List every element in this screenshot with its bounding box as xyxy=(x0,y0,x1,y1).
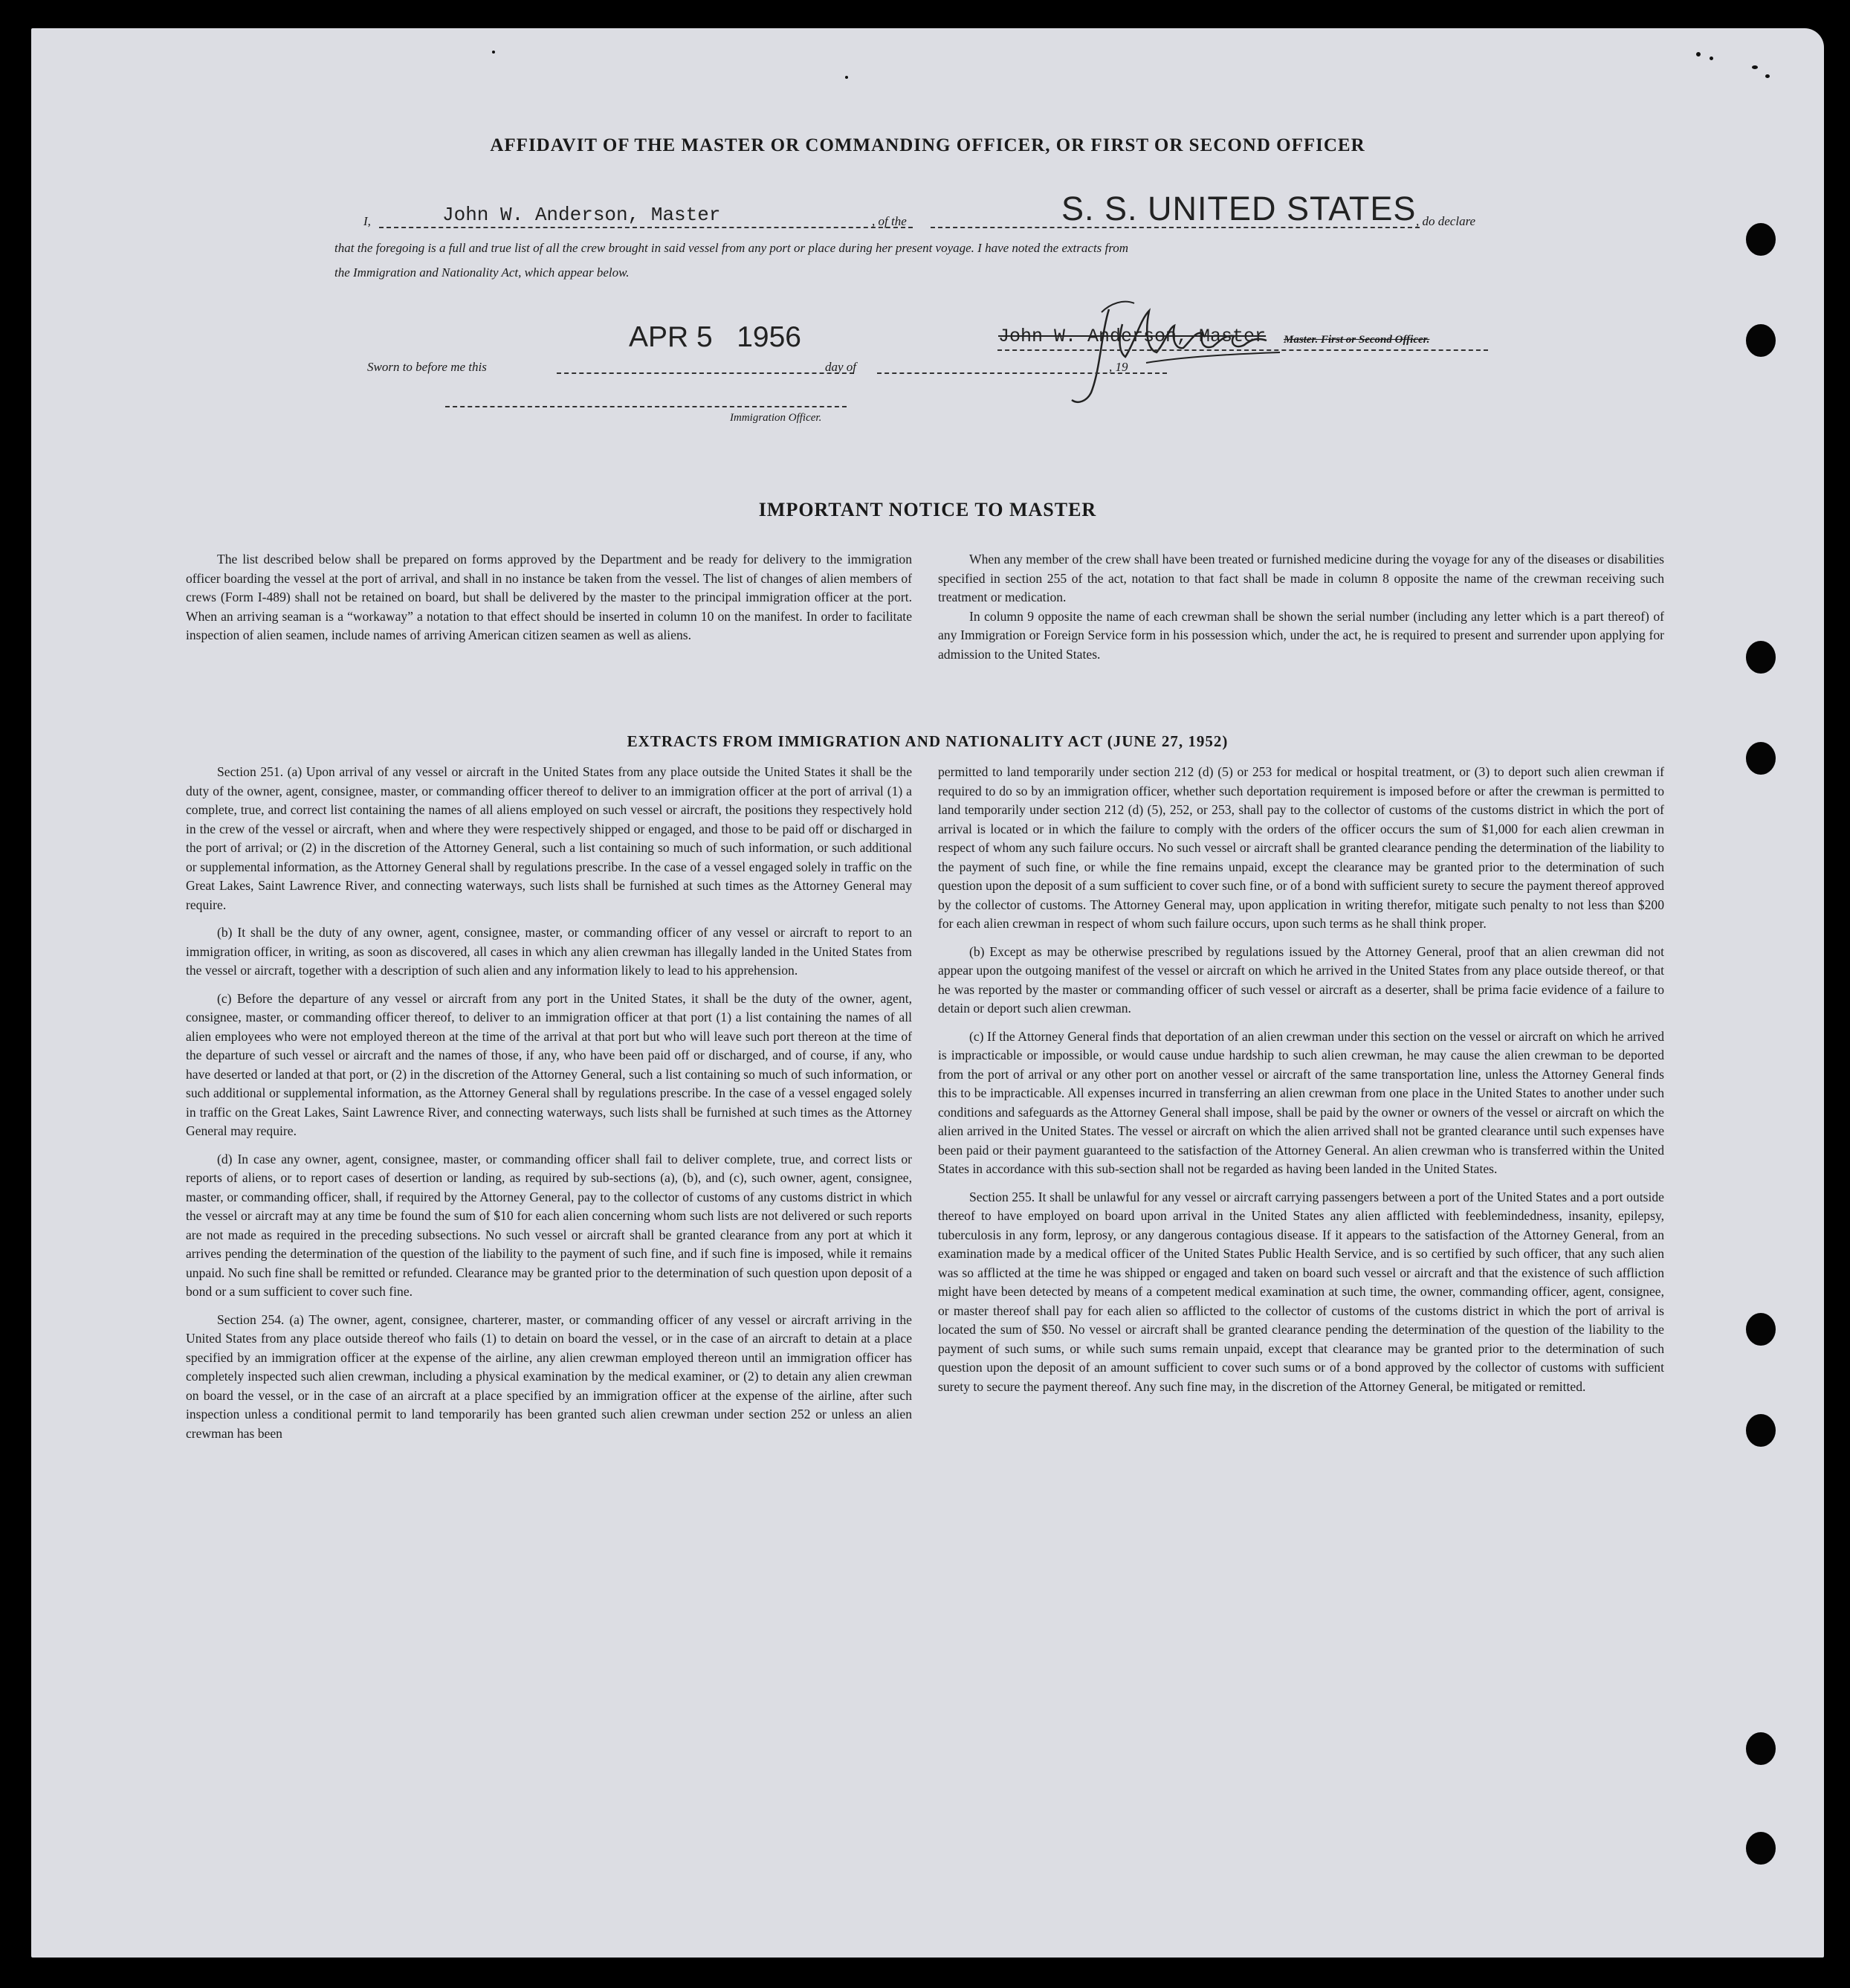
document-page xyxy=(31,28,1824,1958)
extract-paragraph: Section 255. It shall be unlawful for any vessel or aircraft carrying passengers between a port of the United States and a port outside thereof to have employed on board upon arrival in the United States any alien afflicted with feeblemindedness, insanity, epilepsy, tuberculosis in any form, leprosy, or any dangerous contagious disease. If it appears to the satisfaction of the Attorney General, from an examination made by a medical officer of the United States Public Health Service, and is so certified by such officer, that any such alien was so afflicted at the time he was shipped or engaged and taken on board such vessel or aircraft and that the existence of such affliction might have been detected by means of a competent medical examination at such time, the owner, commanding officer, agent, consignee, or master thereof shall pay for each alien so afflicted to the collector of customs of the customs district in which the port of arrival is located the sum of $50. No vessel or aircraft shall be granted clearance pending the determination of the question of the liability to the payment of such sums, or while such sums remain unpaid, except that clearance may be granted prior to the determination of such question upon the deposit of an amount sufficient to cover such sums or of a bond approved by the collector of customs with sufficient surety to secure the payment thereof. Any such fine may, in the discretion of the Attorney General, be mitigated or remitted. xyxy=(938,1189,1664,1394)
speck xyxy=(845,76,848,79)
sworn-day-line xyxy=(557,372,854,374)
extract-paragraph: (b) Except as may be otherwise prescribed by regulations issued by the Attorney General, proof that an alien crewman did not appear upon the outgoing manifest of the vessel or aircraft on which he arrived in the United States from any place outside thereof, or that he was reported by the master or commanding officer of such vessel or aircraft as a deserter, shall be prima facie evidence of a failure to detain or deport such alien crewman. xyxy=(938,943,1664,1016)
binder-hole xyxy=(1746,324,1776,357)
declaration-line-2: that the foregoing is a full and true list of all the crew brought in said vessel from any port or place during her present voyage. I have noted the extracts from xyxy=(334,241,1129,255)
signature-typed: John W. Anderson, Master xyxy=(998,326,1267,347)
speck xyxy=(1765,74,1770,78)
immigration-officer-label: Immigration Officer. xyxy=(730,412,822,424)
notice-right-paragraph-1: When any member of the crew shall have been treated or furnished medicine during the voyage for any of the diseases or disabilities specified in section 255 of the act, notation to that fact shall be made in column 8 opposite the name of the crewman receiving such treatment or medication. xyxy=(938,552,1664,604)
immigration-officer-line xyxy=(445,406,847,407)
extract-paragraph: permitted to land temporarily under section 212 (d) (5) or 253 for medical or hospital treatment, or (3) to deport such alien crewman if required to do so by an immigration officer, whether such deportation requirement is imposed before or after the crewman is permitted to land temporarily under section 212 (d) (5), 252, or 253, shall pay to the collector of customs of the customs district in which the port of arrival is located or in which the failure to comply with the orders of the officer occurs the sum of $1,000 for each alien crewman in respect of whom any such failure occurs. No such vessel or aircraft shall be granted clearance pending the determination of the liability to the payment of such fine, or while the fine remains unpaid, except the clearance may be granted prior to the determination of such question upon the deposit of a sum sufficient to cover such fine, or of a bond with sufficient surety to secure the payment thereof approved by the collector of customs. The Attorney General may, upon application in writing therefor, mitigate such penalty to not less than $200 for each alien crewman in respect of whom such failure occurs, upon such terms as he shall think proper. xyxy=(938,764,1664,931)
extract-paragraph: (c) If the Attorney General finds that deportation of an alien crewman under this section on the vessel or aircraft on which he arrived is impracticable or impossible, or would cause undue hardship to such alien crewman, he may cause the alien crewman to be deported from the port of arrival or any other port on another vessel or aircraft of the same transportation line, unless the Attorney General finds this to be impracticable. All expenses incurred in transferring an alien crewman from one place in the United States to another under such conditions and safeguards as the Attorney General shall impose, shall be paid by the owner or owners of the vessel or aircraft on which the alien arrived in the United States. The vessel or aircraft on which the alien arrived shall not be granted clearance until such expenses have been paid or their payment guaranteed to the satisfaction of the Attorney General. An alien crewman who is transferred within the United States in accordance with this sub-section shall not be regarded as having been landed in the United States. xyxy=(938,1028,1664,1176)
extracts-left-column xyxy=(186,763,912,1452)
line-prefix: I, xyxy=(363,214,371,228)
binder-hole xyxy=(1746,223,1776,256)
extract-paragraph: Section 254. (a) The owner, agent, consignee, charterer, master, or commanding officer of any vessel or aircraft arriving in the United States from any place outside thereof who fails (1) to detain on board the vessel, or in the case of an aircraft to detain at a place specified by an immigration officer at the expense of the airline, any alien crewman employed thereon until an immigration officer has completely inspected such alien crewman, including a physical examination by the medical examiner, or (2) to detain any alien crewman on board the vessel, or in the case of an aircraft at a place specified by an immigration officer at the expense of the airline, after such inspection unless a conditional permit to land temporarily has been granted such alien crewman under section 252 or unless an alien crewman has been xyxy=(186,1311,912,1441)
name-line xyxy=(379,227,913,228)
extract-paragraph: (b) It shall be the duty of any owner, agent, consignee, master, or commanding officer of any vessel or aircraft to report to an immigration officer, in writing, as soon as discovered, all cases in which any alien crewman has illegally landed in the United States from the vessel or aircraft, together with a description of such alien and any information likely to lead to his apprehension. xyxy=(186,925,912,978)
sworn-label: Sworn to before me this xyxy=(367,360,487,374)
master-name: John W. Anderson, Master xyxy=(442,204,721,226)
officer-title-struck: Master. First or Second Officer. xyxy=(1284,334,1430,346)
binder-hole xyxy=(1746,1732,1776,1765)
speck xyxy=(1710,57,1713,60)
sworn-date-stamp: APR 5 1956 xyxy=(629,321,801,353)
notice-right-paragraph-2: In column 9 opposite the name of each crewman shall be shown the serial number (including any letter which is a part thereof) of any Immigration or Foreign Service form in his possession which, under the act, he is required to present and surrender upon applying for admission to the United States. xyxy=(938,608,1664,662)
extract-paragraph: (d) In case any owner, agent, consignee, master, or commanding officer shall fail to deliver complete, true, and correct lists or reports of aliens, or to report cases of desertion or landing, as required by sub-sections (a), (b), and (c), such owner, agent, consignee, master, or commanding officer, shall, if required by the Attorney General, pay to the collector of customs of any customs district in which the vessel or aircraft may at any time be found the sum of $10 for each alien concerning whom such lists are not delivered or such reports are not made as required in the preceding subsections. No such vessel or aircraft shall be granted clearance from any port at which it arrives pending the determination of the question of the liability to the payment of such fine, and if such fine is imposed, while it remains unpaid. No such fine shall be remitted or refunded. Clearance may be granted prior to the determination of such question upon deposit of a bond or a sum sufficient to cover such fine. xyxy=(186,1151,912,1299)
extracts-right-column xyxy=(938,763,1664,1405)
year-prefix: , 19 xyxy=(1109,360,1128,374)
speck xyxy=(492,51,495,54)
signature-line xyxy=(997,349,1488,351)
declaration-line-3: the Immigration and Nationality Act, which appear below. xyxy=(334,265,630,280)
day-of-label: day of xyxy=(825,360,857,374)
notice-title: IMPORTANT NOTICE TO MASTER xyxy=(758,499,1097,520)
notice-right-column xyxy=(938,550,1664,664)
of-the-label: , of the xyxy=(872,214,907,228)
sworn-month-line xyxy=(877,372,1130,374)
sworn-year-line xyxy=(1133,372,1167,374)
notice-left-paragraph: The list described below shall be prepared on forms approved by the Department and be ready for delivery to the immigration officer boarding the vessel at the port of arrival, and shall in no instance be taken from the vessel. The list of changes of alien members of crews (Form I-489) shall not be retained on board, but shall be delivered by the master to the principal immigration officer at the port. When an arriving seaman is a “workaway” a notation to that effect should be inserted in column 10 on the manifest. In order to facilitate inspection of alien seamen, include names of arriving American citizen seamen as well as aliens. xyxy=(186,552,912,642)
extract-paragraph: Section 251. (a) Upon arrival of any vessel or aircraft in the United States from any place outside the United States it shall be the duty of the owner, agent, consignee, master, or commanding officer thereof to deliver to an immigration officer at the port of arrival (1) a complete, true, and correct list containing the names of all aliens employed on such vessel or aircraft, the positions they respectively hold in the crew of the vessel or aircraft, when and where they were respectively shipped or engaged, and those to be paid off or discharged in the port of arrival; or (2) in the discretion of the Attorney General, such a list containing so much of such information, or such additional or supplemental information, as the Attorney General shall by regulations prescribe. In the case of a vessel engaged solely in traffic on the Great Lakes, Saint Lawrence River, and connecting waterways, such lists shall be furnished at such times as the Attorney General may require. xyxy=(186,764,912,912)
binder-hole xyxy=(1746,1414,1776,1447)
speck xyxy=(1752,65,1758,69)
vessel-name: S. S. UNITED STATES xyxy=(1061,190,1417,227)
notice-left-column xyxy=(186,550,912,645)
binder-hole xyxy=(1746,1832,1776,1865)
extract-paragraph: (c) Before the departure of any vessel or aircraft from any port in the United States, it shall be the duty of the owner, agent, consignee, master, or commanding officer thereof, to deliver to an immigration officer at that port (1) a list containing the names of all alien employees who were not employed thereon at the time of the arrival at that port but who will leave such port thereon at the time of the departure of such vessel or aircraft and the names of those, if any, who have been paid off or discharged, and of course, if any, who have deserted or landed at that port, or (2) in the discretion of the Attorney General, such a list containing so much of such information, or such additional or supplemental information, as the Attorney General shall by regulations prescribe. In the case of a vessel engaged solely in traffic on the Great Lakes, Saint Lawrence River, and connecting waterways, such lists shall be furnished at such times as the Attorney General may require. xyxy=(186,990,912,1138)
affidavit-title: AFFIDAVIT OF THE MASTER OR COMMANDING OFFICER, OR FIRST OR SECOND OFFICER xyxy=(490,135,1365,155)
extracts-title: EXTRACTS FROM IMMIGRATION AND NATIONALITY ACT (JUNE 27, 1952) xyxy=(627,732,1229,750)
speck xyxy=(1696,52,1701,57)
binder-hole xyxy=(1746,1313,1776,1346)
do-declare-label: , do declare xyxy=(1416,214,1476,228)
binder-hole xyxy=(1746,641,1776,674)
